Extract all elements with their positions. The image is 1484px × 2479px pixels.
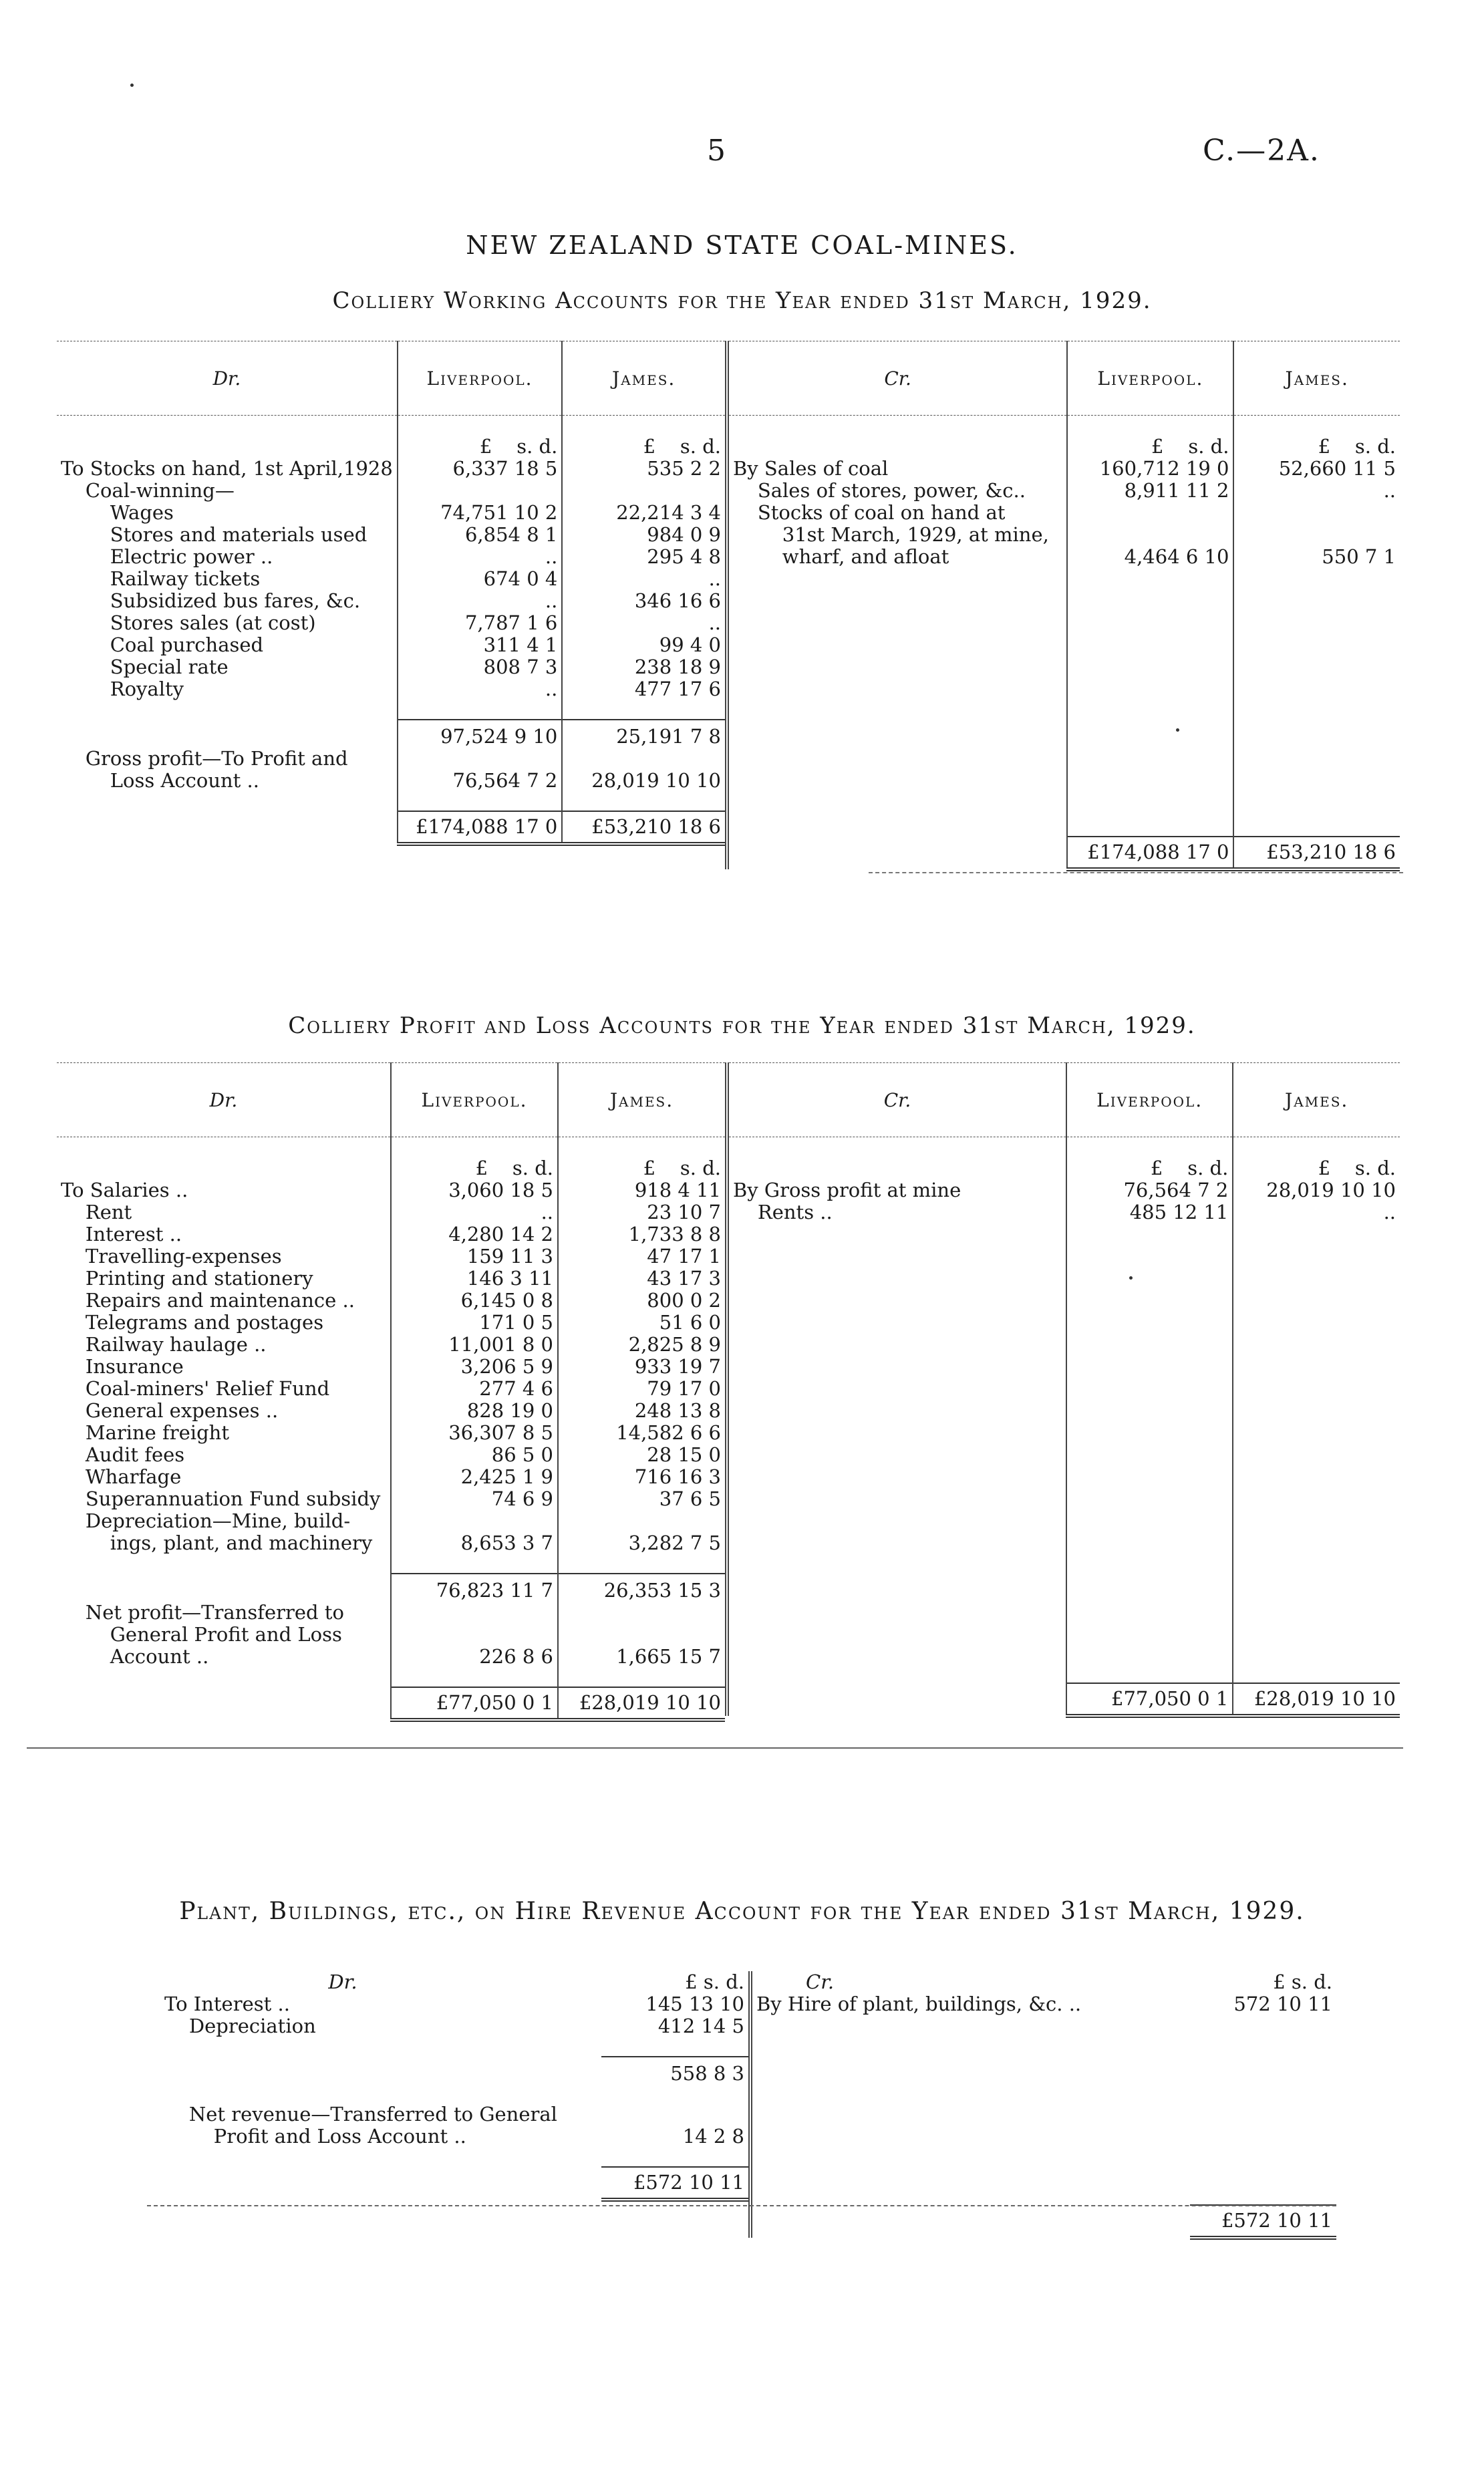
page-number: 5 bbox=[707, 134, 726, 168]
table-row bbox=[57, 590, 725, 612]
liverpool-amount bbox=[1067, 502, 1233, 524]
table-row bbox=[57, 480, 725, 502]
james-amount: 248 13 8 bbox=[558, 1400, 725, 1422]
table-row bbox=[57, 656, 725, 678]
liverpool-total: £174,088 17 0 bbox=[1067, 837, 1233, 869]
liverpool-amount: 7,787 1 6 bbox=[398, 612, 563, 634]
liverpool-header: Liverpool. bbox=[1067, 341, 1233, 416]
james-total: £28,019 10 10 bbox=[558, 1687, 725, 1720]
james-total: £53,210 18 6 bbox=[1233, 837, 1400, 869]
james-amount: .. bbox=[562, 612, 725, 634]
working-credit-table bbox=[725, 341, 1400, 871]
liverpool-amount: 159 11 3 bbox=[391, 1246, 558, 1268]
table-row bbox=[57, 1444, 725, 1466]
unit-pound: £ bbox=[475, 1157, 488, 1179]
james-amount: 238 18 9 bbox=[562, 656, 725, 678]
total-row bbox=[57, 811, 725, 844]
unit-pound: £ bbox=[643, 435, 656, 458]
liverpool-amount: 74,751 10 2 bbox=[398, 502, 563, 524]
table-row bbox=[57, 1400, 725, 1422]
row-label: Repairs and maintenance .. bbox=[61, 1289, 355, 1312]
james-total: £28,019 10 10 bbox=[1233, 1683, 1400, 1716]
james-amount: 43 17 3 bbox=[558, 1268, 725, 1290]
divider bbox=[147, 2205, 1336, 2206]
table-row bbox=[57, 634, 725, 656]
table-row bbox=[57, 458, 725, 480]
unit-sd: s. d. bbox=[1354, 435, 1396, 458]
net-revenue-label: Profit and Loss Account .. bbox=[164, 2125, 466, 2148]
james-amount: 3,282 7 5 bbox=[558, 1532, 725, 1554]
liverpool-amount: 6,854 8 1 bbox=[398, 524, 563, 546]
plant-units: £ s. d. bbox=[685, 1971, 744, 1993]
subtotal-row bbox=[160, 2057, 748, 2085]
liverpool-amount: .. bbox=[398, 546, 563, 568]
liverpool-header: Liverpool. bbox=[391, 1063, 558, 1137]
unit-pound: £ bbox=[643, 1157, 656, 1179]
dr-label: Dr. bbox=[57, 341, 398, 416]
liverpool-amount: 74 6 9 bbox=[391, 1488, 558, 1510]
liverpool-amount: 8,653 3 7 bbox=[391, 1532, 558, 1554]
liverpool-amount: 36,307 8 5 bbox=[391, 1422, 558, 1444]
divider bbox=[869, 872, 1403, 873]
row-label: Electric power .. bbox=[61, 545, 273, 568]
gross-profit-label: Gross profit—To Profit and bbox=[61, 747, 348, 770]
row-label: Royalty bbox=[61, 678, 184, 700]
liverpool-amount: .. bbox=[398, 590, 563, 612]
james-amount: 800 0 2 bbox=[558, 1290, 725, 1312]
table-row bbox=[57, 1488, 725, 1510]
row-label: Coal-miners' Relief Fund bbox=[61, 1377, 330, 1400]
working-accounts-heading: Colliery Working Accounts for the Year ended 31st March, 1929. bbox=[332, 287, 1152, 314]
james-amount: 14,582 6 6 bbox=[558, 1422, 725, 1444]
james-amount bbox=[1233, 524, 1400, 546]
table-row bbox=[57, 1532, 725, 1554]
row-label: By Sales of coal bbox=[727, 458, 1067, 480]
unit-sd: s. d. bbox=[1187, 1157, 1229, 1179]
james-amount: 28,019 10 10 bbox=[1233, 1179, 1400, 1201]
table-row bbox=[727, 480, 1400, 502]
row-label: To Salaries .. bbox=[61, 1179, 188, 1201]
speck bbox=[1129, 1276, 1133, 1280]
row-label: Superannuation Fund subsidy bbox=[61, 1487, 381, 1510]
total-row bbox=[727, 837, 1400, 869]
unit-pound: £ bbox=[1150, 1157, 1163, 1179]
unit-pound: £ bbox=[1151, 435, 1164, 458]
james-amount: 550 7 1 bbox=[1233, 546, 1400, 568]
row-label: Insurance bbox=[61, 1355, 184, 1378]
liverpool-total: £77,050 0 1 bbox=[391, 1687, 558, 1720]
gross-profit-row bbox=[57, 770, 725, 792]
unit-sd: s. d. bbox=[1354, 1157, 1396, 1179]
row-label: Railway haulage .. bbox=[61, 1333, 267, 1356]
liverpool-amount: .. bbox=[391, 1201, 558, 1223]
liverpool-amount: 11,001 8 0 bbox=[391, 1334, 558, 1356]
net-profit-label: Net profit—Transferred to bbox=[61, 1601, 344, 1624]
row-label: Rents .. bbox=[727, 1201, 1066, 1223]
row-label: Coal purchased bbox=[61, 633, 264, 656]
liverpool-net-profit: 226 8 6 bbox=[391, 1646, 558, 1668]
james-amount: 28 15 0 bbox=[558, 1444, 725, 1466]
table-row bbox=[57, 568, 725, 590]
james-amount: 984 0 9 bbox=[562, 524, 725, 546]
row-label: Audit fees bbox=[61, 1443, 185, 1466]
net-profit-row bbox=[57, 1646, 725, 1668]
james-net-profit: 1,665 15 7 bbox=[558, 1646, 725, 1668]
james-amount: .. bbox=[1233, 480, 1400, 502]
row-label: wharf, and afloat bbox=[727, 546, 1067, 568]
divider bbox=[27, 1747, 1403, 1749]
liverpool-amount: 86 5 0 bbox=[391, 1444, 558, 1466]
unit-pound: £ bbox=[1318, 435, 1331, 458]
liverpool-amount: 6,145 0 8 bbox=[391, 1290, 558, 1312]
dr-label: Dr. bbox=[328, 1971, 357, 1993]
profit-loss-debit-table bbox=[57, 1062, 725, 1722]
james-header: James. bbox=[558, 1063, 725, 1137]
liverpool-amount: 277 4 6 bbox=[391, 1378, 558, 1400]
plant-hire-credit-table bbox=[748, 1971, 1336, 2240]
table-row bbox=[57, 1201, 725, 1223]
james-amount: 716 16 3 bbox=[558, 1466, 725, 1488]
james-header: James. bbox=[562, 341, 725, 416]
liverpool-amount: 4,280 14 2 bbox=[391, 1223, 558, 1246]
row-label: To Interest .. bbox=[164, 1993, 290, 2015]
plant-subtotal: 558 8 3 bbox=[601, 2057, 748, 2085]
liverpool-amount: 3,206 5 9 bbox=[391, 1356, 558, 1378]
total-row bbox=[727, 1683, 1400, 1716]
liverpool-amount: 8,911 11 2 bbox=[1067, 480, 1233, 502]
table-row bbox=[57, 502, 725, 524]
table-row bbox=[57, 1312, 725, 1334]
liverpool-subtotal: 97,524 9 10 bbox=[398, 720, 563, 748]
row-label: ings, plant, and machinery bbox=[61, 1532, 373, 1554]
net-profit-label: Account .. bbox=[61, 1645, 209, 1668]
table-row bbox=[750, 1993, 1336, 2015]
gross-profit-label: Loss Account .. bbox=[61, 769, 259, 792]
net-revenue-label: Net revenue—Transferred to General bbox=[164, 2103, 557, 2126]
unit-pound: £ bbox=[479, 435, 492, 458]
james-amount: 37 6 5 bbox=[558, 1488, 725, 1510]
james-amount: .. bbox=[1233, 1201, 1400, 1223]
james-amount: 99 4 0 bbox=[562, 634, 725, 656]
plant-units: £ s. d. bbox=[1273, 1971, 1332, 1993]
table-row bbox=[57, 1378, 725, 1400]
liverpool-subtotal: 76,823 11 7 bbox=[391, 1574, 558, 1602]
table-row bbox=[160, 2015, 748, 2037]
liverpool-amount: 6,337 18 5 bbox=[398, 458, 563, 480]
profit-loss-heading: Colliery Profit and Loss Accounts for the Year ended 31st March, 1929. bbox=[288, 1012, 1196, 1039]
liverpool-amount: 808 7 3 bbox=[398, 656, 563, 678]
james-header: James. bbox=[1233, 1063, 1400, 1137]
amount: 412 14 5 bbox=[657, 2015, 744, 2037]
row-label: Depreciation bbox=[164, 2015, 316, 2037]
liverpool-amount: 171 0 5 bbox=[391, 1312, 558, 1334]
row-label: Wharfage bbox=[61, 1465, 182, 1488]
table-row bbox=[57, 1422, 725, 1444]
row-label: Railway tickets bbox=[61, 567, 261, 590]
table-row bbox=[57, 546, 725, 568]
row-label: Printing and stationery bbox=[61, 1267, 313, 1290]
profit-loss-credit-table bbox=[725, 1062, 1400, 1718]
liverpool-amount: 3,060 18 5 bbox=[391, 1179, 558, 1201]
liverpool-amount: 146 3 11 bbox=[391, 1268, 558, 1290]
table-row bbox=[57, 1268, 725, 1290]
james-amount: 2,825 8 9 bbox=[558, 1334, 725, 1356]
james-amount: 79 17 0 bbox=[558, 1378, 725, 1400]
table-row bbox=[57, 1510, 725, 1532]
james-amount: 918 4 11 bbox=[558, 1179, 725, 1201]
row-label: Depreciation—Mine, build- bbox=[61, 1509, 351, 1532]
james-amount: 22,214 3 4 bbox=[562, 502, 725, 524]
james-amount bbox=[1233, 502, 1400, 524]
total-row bbox=[160, 2167, 748, 2200]
subtotal-row bbox=[57, 720, 725, 748]
table-row bbox=[727, 1201, 1400, 1223]
row-label: General expenses .. bbox=[61, 1399, 279, 1422]
liverpool-amount bbox=[398, 480, 563, 502]
james-amount bbox=[562, 480, 725, 502]
net-profit-label: General Profit and Loss bbox=[61, 1623, 342, 1646]
table-row bbox=[57, 678, 725, 700]
unit-sd: s. d. bbox=[680, 1157, 721, 1179]
liverpool-amount bbox=[1067, 524, 1233, 546]
dr-label: Dr. bbox=[57, 1063, 391, 1137]
james-amount: 477 17 6 bbox=[562, 678, 725, 700]
james-subtotal: 25,191 7 8 bbox=[562, 720, 725, 748]
plant-hire-heading: Plant, Buildings, etc., on Hire Revenue Account for the Year ended 31st March, 1929. bbox=[179, 1898, 1305, 1925]
james-amount: 47 17 1 bbox=[558, 1246, 725, 1268]
liverpool-total: £77,050 0 1 bbox=[1066, 1683, 1233, 1716]
cr-label: Cr. bbox=[727, 341, 1067, 416]
liverpool-amount: 76,564 7 2 bbox=[1066, 1179, 1233, 1201]
speck bbox=[1176, 728, 1179, 732]
james-subtotal: 26,353 15 3 bbox=[558, 1574, 725, 1602]
table-row bbox=[57, 1223, 725, 1246]
table-row bbox=[57, 1290, 725, 1312]
row-label: Stocks of coal on hand at bbox=[727, 502, 1067, 524]
james-amount: 23 10 7 bbox=[558, 1201, 725, 1223]
table-row bbox=[57, 612, 725, 634]
liverpool-amount: 485 12 11 bbox=[1066, 1201, 1233, 1223]
james-amount: .. bbox=[562, 568, 725, 590]
james-amount: 51 6 0 bbox=[558, 1312, 725, 1334]
table-row bbox=[57, 1179, 725, 1201]
unit-sd: s. d. bbox=[512, 1157, 553, 1179]
amount: 572 10 11 bbox=[1233, 1993, 1332, 2015]
row-label: By Hire of plant, buildings, &c. .. bbox=[750, 1993, 1190, 2015]
plant-hire-debit-table bbox=[160, 1971, 748, 2202]
row-label: 31st March, 1929, at mine, bbox=[727, 524, 1067, 546]
plant-net-revenue: 14 2 8 bbox=[682, 2125, 744, 2148]
row-label: Special rate bbox=[61, 655, 229, 678]
liverpool-gross-profit: 76,564 7 2 bbox=[398, 770, 563, 792]
james-total: £53,210 18 6 bbox=[562, 811, 725, 844]
total-row bbox=[57, 1687, 725, 1720]
liverpool-amount: 311 4 1 bbox=[398, 634, 563, 656]
table-row bbox=[727, 546, 1400, 568]
table-row bbox=[57, 1466, 725, 1488]
document-title: NEW ZEALAND STATE COAL-MINES. bbox=[466, 231, 1018, 260]
liverpool-total: £174,088 17 0 bbox=[398, 811, 563, 844]
liverpool-amount: 2,425 1 9 bbox=[391, 1466, 558, 1488]
james-gross-profit: 28,019 10 10 bbox=[562, 770, 725, 792]
total-row bbox=[750, 2205, 1336, 2238]
table-row bbox=[727, 502, 1400, 524]
row-label: Coal-winning— bbox=[61, 479, 235, 502]
table-row bbox=[727, 524, 1400, 546]
liverpool-amount: 160,712 19 0 bbox=[1067, 458, 1233, 480]
row-label: To Stocks on hand, 1st April,1928 bbox=[61, 457, 393, 480]
plant-credit-total: £572 10 11 bbox=[1190, 2205, 1336, 2238]
liverpool-amount: 674 0 4 bbox=[398, 568, 563, 590]
document-reference: C.—2A. bbox=[1203, 134, 1320, 168]
unit-pound: £ bbox=[1318, 1157, 1331, 1179]
row-label: Interest .. bbox=[61, 1223, 182, 1246]
row-label: Travelling-expenses bbox=[61, 1245, 282, 1268]
table-row bbox=[57, 1246, 725, 1268]
subtotal-row bbox=[57, 1574, 725, 1602]
table-row bbox=[57, 1334, 725, 1356]
james-amount bbox=[558, 1510, 725, 1532]
james-amount: 933 19 7 bbox=[558, 1356, 725, 1378]
table-row bbox=[57, 1356, 725, 1378]
row-label: Stores sales (at cost) bbox=[61, 611, 316, 634]
row-label: Sales of stores, power, &c.. bbox=[727, 480, 1067, 502]
james-amount: 346 16 6 bbox=[562, 590, 725, 612]
liverpool-amount: .. bbox=[398, 678, 563, 700]
row-label: Wages bbox=[61, 501, 174, 524]
james-amount: 535 2 2 bbox=[562, 458, 725, 480]
speck bbox=[130, 84, 134, 87]
james-amount: 52,660 11 5 bbox=[1233, 458, 1400, 480]
unit-sd: s. d. bbox=[516, 435, 558, 458]
liverpool-amount: 828 19 0 bbox=[391, 1400, 558, 1422]
liverpool-header: Liverpool. bbox=[1066, 1063, 1233, 1137]
cr-label: Cr. bbox=[750, 1971, 1190, 1993]
cr-label: Cr. bbox=[727, 1063, 1066, 1137]
james-amount: 295 4 8 bbox=[562, 546, 725, 568]
row-label: Subsidized bus fares, &c. bbox=[61, 589, 361, 612]
table-row bbox=[727, 458, 1400, 480]
row-label: Telegrams and postages bbox=[61, 1311, 324, 1334]
amount: 145 13 10 bbox=[645, 1993, 744, 2015]
unit-sd: s. d. bbox=[680, 435, 721, 458]
row-label: Marine freight bbox=[61, 1421, 229, 1444]
table-row bbox=[57, 524, 725, 546]
unit-sd: s. d. bbox=[1188, 435, 1229, 458]
liverpool-header: Liverpool. bbox=[398, 341, 563, 416]
liverpool-amount: 4,464 6 10 bbox=[1067, 546, 1233, 568]
james-header: James. bbox=[1233, 341, 1400, 416]
row-label: Stores and materials used bbox=[61, 523, 367, 546]
liverpool-amount bbox=[391, 1510, 558, 1532]
row-label: Rent bbox=[61, 1201, 132, 1223]
table-row bbox=[727, 1179, 1400, 1201]
table-row bbox=[160, 1993, 748, 2015]
row-label: By Gross profit at mine bbox=[727, 1179, 1066, 1201]
net-revenue-row bbox=[160, 2126, 748, 2148]
working-debit-table bbox=[57, 341, 725, 846]
james-amount: 1,733 8 8 bbox=[558, 1223, 725, 1246]
plant-total: £572 10 11 bbox=[601, 2167, 748, 2200]
